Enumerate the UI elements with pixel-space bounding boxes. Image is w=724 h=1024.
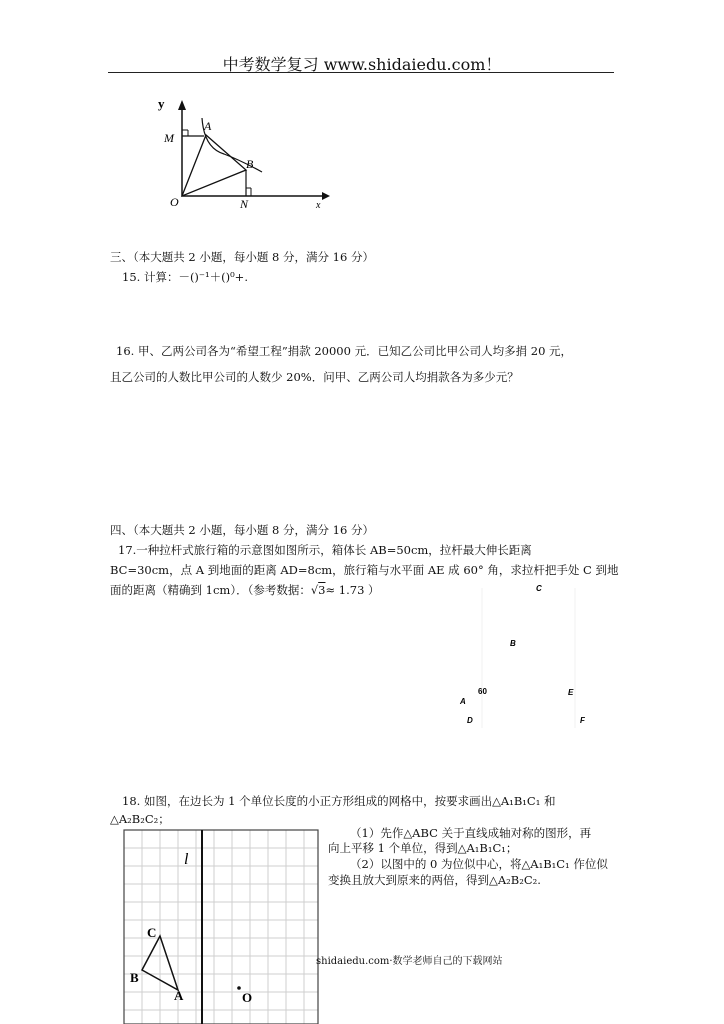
footer-text: shidaiedu.com·数学老师自己的下载网站 (316, 956, 503, 967)
question-18-line1: 18. 如图，在边长为 1 个单位长度的小正方形组成的网格中，按要求画出△A₁B₁C₁ 和 (122, 794, 556, 808)
header-divider (108, 72, 614, 73)
fig17-c-label: C (536, 584, 542, 593)
section4-heading: 四、（本大题共 2 小题，每小题 8 分，满分 16 分） (110, 523, 374, 537)
line-l-label: l (184, 851, 189, 868)
fig17-d-label: D (467, 716, 473, 725)
question-16-line1: 16. 甲、乙两公司各为“希望工程”捐款 20000 元．已知乙公司比甲公司人均多捐 20 元， (116, 344, 573, 358)
coordinate-figure (140, 88, 340, 218)
suitcase-figure (450, 578, 610, 738)
point-b-label: B (246, 157, 254, 171)
page-header: 中考数学复习 www.shidaiedu.com！ (222, 55, 502, 74)
origin-label: O (170, 195, 179, 209)
section3-heading: 三、（本大题共 2 小题，每小题 8 分，满分 16 分） (110, 250, 374, 264)
grid-c-label: C (147, 925, 157, 940)
grid-a-label: A (174, 988, 184, 1003)
grid-o-label: O (242, 990, 253, 1005)
question-17-line1: 17.一种拉杆式旅行箱的示意图如图所示，箱体长 AB=50cm，拉杆最大伸长距离 (118, 543, 532, 557)
question-17-text: 面的距离（精确到 1cm）．（参考数据： (110, 583, 311, 597)
question-18-line2: △A₂B₂C₂； (110, 812, 170, 826)
grid-figure (118, 826, 324, 1024)
question-15: 15. 计算：－()⁻¹＋()⁰+. (122, 270, 248, 284)
point-m-label: M (164, 131, 174, 145)
y-axis-label: y (158, 96, 165, 111)
point-a-label: A (204, 119, 212, 133)
point-n-label: N (240, 197, 249, 211)
question-17-line2: BC=30cm，点 A 到地面的距离 AD=8cm，旅行箱与水平面 AE 成 60° 角，求拉杆把手处 C 到地 (110, 563, 619, 577)
q18-req2-line2: 变换且放大到原来的两倍，得到△A₂B₂C₂. (328, 873, 541, 887)
grid-b-label: B (130, 970, 139, 985)
fig17-b-label: B (510, 639, 516, 648)
fig17-f-label: F (580, 716, 585, 725)
x-axis-label: x (316, 200, 321, 211)
sqrt-symbol: √ (310, 583, 319, 597)
q18-req1-line1: （1）先作△ABC 关于直线成轴对称的图形，再 (350, 826, 592, 840)
question-17-approx: ≈ 1.73 ） (325, 583, 380, 597)
fig17-a-label: A (460, 697, 466, 706)
fig17-angle-label: 60 (478, 687, 487, 696)
q18-req2-line1: （2）以图中的 0 为位似中心，将△A₁B₁C₁ 作位似 (350, 857, 608, 871)
question-16-line2: 且乙公司的人数比甲公司的人数少 20%．问甲、乙两公司人均捐款各为多少元？ (110, 370, 519, 384)
q18-req1-line2: 向上平移 1 个单位，得到△A₁B₁C₁； (328, 841, 518, 855)
question-17-line3 (110, 583, 380, 597)
fig17-e-label: E (568, 688, 574, 697)
sqrt-radicand: 3 (318, 583, 326, 597)
